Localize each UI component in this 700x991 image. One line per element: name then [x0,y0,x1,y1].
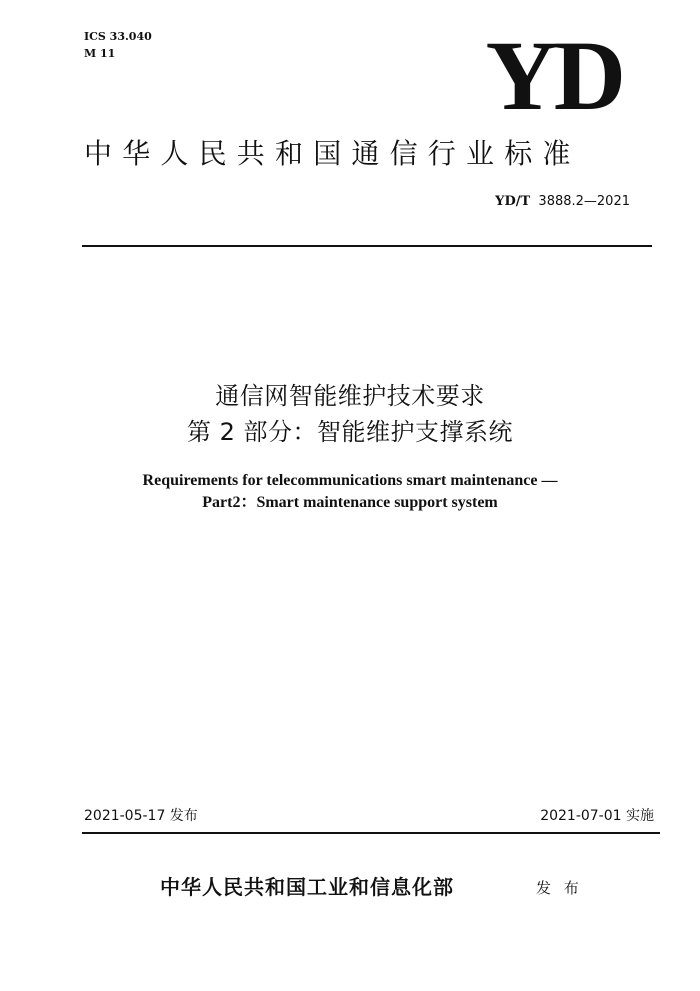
classification-code: M 11 [84,47,116,60]
implementation-date: 2021-07-01 实施 [540,808,654,824]
chinese-title-line-1: 通信网智能维护技术要求 [215,382,485,410]
top-divider [82,245,652,247]
publisher-name: 中华人民共和国工业和信息化部 [160,875,454,899]
chinese-title-block [0,378,700,450]
english-title-line-2: Part2：Smart maintenance support system [202,494,498,511]
english-title-block [0,470,700,514]
issue-date: 2021-05-17 发布 [84,808,198,824]
standard-prefix: YD/T [495,194,531,209]
standard-number [495,193,630,211]
standard-logo: YD [485,20,622,131]
publish-label: 发 布 [536,879,583,897]
standard-type-heading: 中华人民共和国通信行业标准 [84,137,581,170]
standard-number-value: 3888.2—2021 [538,194,630,209]
ics-code: ICS 33.040 [84,30,152,43]
bottom-divider [82,832,660,834]
english-title-line-1: Requirements for telecommunications smart maintenance — [142,472,558,489]
chinese-title-line-2: 第 2 部分：智能维护支撑系统 [186,418,514,446]
